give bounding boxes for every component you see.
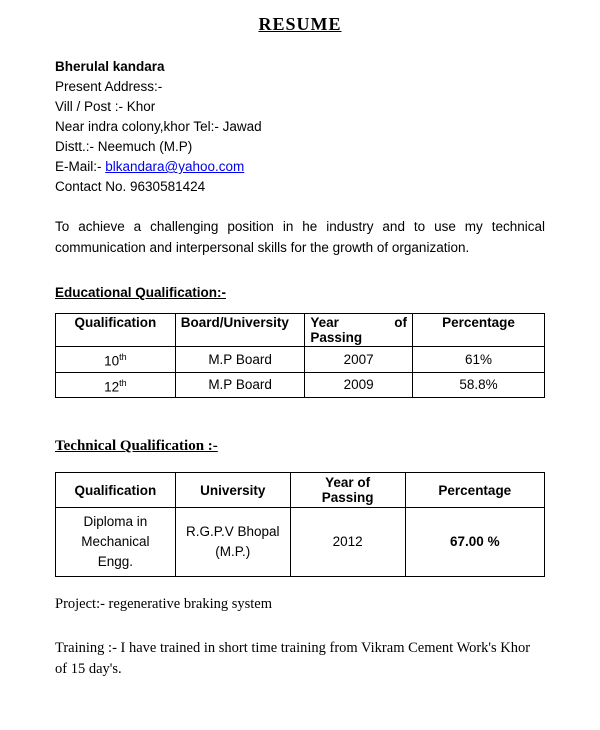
contact-line: Contact No. 9630581424 xyxy=(55,179,206,194)
edu-cell-qualification xyxy=(56,372,176,398)
edu-cell-qualification xyxy=(56,347,176,373)
address-line-district: Distt.:- Neemuch (M.P) xyxy=(55,139,193,154)
address-line-colony: Near indra colony,khor Tel:- Jawad xyxy=(55,119,262,134)
page-title: RESUME xyxy=(258,14,342,34)
tech-cell-qualification xyxy=(56,508,176,577)
tech-header-qualification: Qualification xyxy=(56,473,176,508)
edu-cell-percentage: 61% xyxy=(412,347,544,373)
training-line: Training :- I have trained in short time training from Vikram Cement Work's Khor of 15 day's. xyxy=(55,640,531,677)
education-table xyxy=(55,313,545,398)
tech-header-year xyxy=(290,473,405,508)
education-table-row-12th xyxy=(56,372,545,398)
technical-section-heading: Technical Qualification :- xyxy=(55,438,218,454)
education-section-heading: Educational Qualification:- xyxy=(55,285,227,300)
education-table-row-10th xyxy=(56,347,545,373)
edu-cell-board: M.P Board xyxy=(175,372,305,398)
education-table-header-row xyxy=(56,314,545,347)
tech-cell-percentage: 67.00 % xyxy=(405,508,544,577)
technical-table-header-row xyxy=(56,473,545,508)
present-address-label: Present Address:- xyxy=(55,79,163,94)
edu-qualification-sup: th xyxy=(119,377,127,388)
edu-header-percentage: Percentage xyxy=(412,314,544,347)
edu-qualification-base: 12 xyxy=(104,379,120,394)
edu-header-year: Year of Passing xyxy=(305,314,413,347)
edu-qualification-base: 10 xyxy=(104,353,120,369)
address-line-village: Vill / Post :- Khor xyxy=(55,99,156,114)
edu-cell-percentage: 58.8% xyxy=(412,372,544,398)
edu-header-qualification: Qualification xyxy=(56,314,176,347)
tech-header-percentage: Percentage xyxy=(405,473,544,508)
project-line: Project:- regenerative braking system xyxy=(55,596,273,612)
tech-cell-year: 2012 xyxy=(290,508,405,577)
edu-cell-board: M.P Board xyxy=(175,347,305,373)
edu-cell-year: 2007 xyxy=(305,347,413,373)
tech-header-year-text: Year of Passing xyxy=(321,475,374,505)
technical-table xyxy=(55,472,545,577)
tech-qualification-text: Diploma in Mechanical Engg. xyxy=(81,514,150,569)
tech-university-text: R.G.P.V Bhopal (M.P.) xyxy=(185,524,280,559)
tech-header-university: University xyxy=(175,473,290,508)
edu-qualification-sup: th xyxy=(119,352,127,362)
email-label: E-Mail:- xyxy=(55,159,102,174)
edu-header-board: Board/University xyxy=(175,314,305,347)
tech-cell-university xyxy=(175,508,290,577)
technical-table-row-diploma xyxy=(56,508,545,577)
email-line xyxy=(55,157,545,177)
email-link[interactable]: blkandara@yahoo.com xyxy=(105,159,245,174)
edu-cell-year: 2009 xyxy=(305,372,413,398)
candidate-name: Bherulal kandara xyxy=(55,59,165,74)
objective-paragraph: To achieve a challenging position in he industry and to use my technical communication and interpersonal skills for the growth of organization. xyxy=(55,219,545,255)
